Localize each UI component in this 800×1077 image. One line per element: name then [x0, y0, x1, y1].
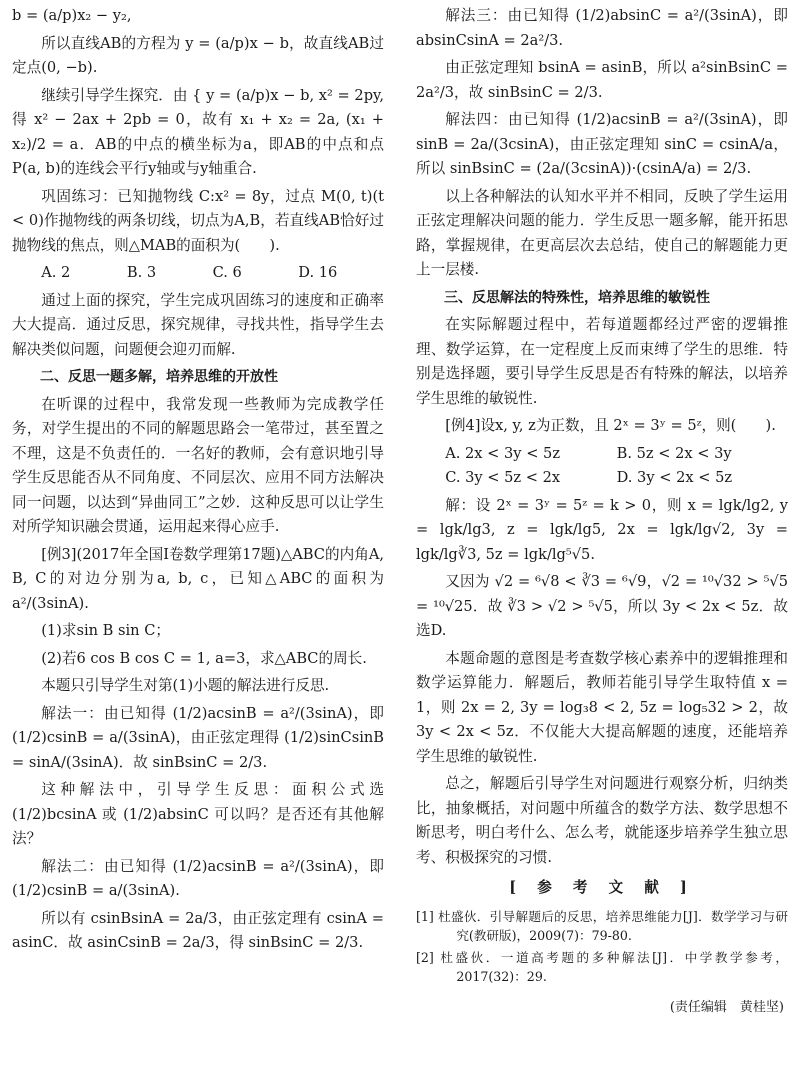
paragraph: [例4]设x, y, z为正数，且 2ˣ = 3ʸ = 5ᶻ，则( ). — [445, 417, 776, 434]
right-column — [416, 4, 788, 1020]
paragraph: [例3](2017年全国Ⅰ卷数学理第17题)△ABC的内角A, B, C的对边分别为a, b, c，已知△ABC的面积为 a²/(3sinA). — [12, 545, 384, 612]
answer-option: D. 3y < 2x < 5z — [616, 469, 733, 486]
paragraph: 本题命题的意图是考查数学核心素养中的逻辑推理和数学运算能力．解题后，教师若能引导学生取特值 x = 1，则 2x = 2, 3y = log₃8 < 2, 5z = log₅32 > 2，故 3y < 2x < 5z．不仅能大大提高解题的速度，还能培养学生思维的敏锐性. — [416, 649, 788, 765]
paragraph: 解法二：由已知得 (1/2)acsinB = a²/(3sinA)，即 (1/2)csinB = a/(3sinA). — [12, 857, 384, 899]
paragraph: 解法一：由已知得 (1/2)acsinB = a²/(3sinA)，即 (1/2)csinB = a/(3sinA)，由正弦定理得 (1/2)sinCsinB = sinA/(3sinA)．故 sinBsinC = 2/3. — [12, 704, 384, 771]
paragraph: 在听课的过程中，我常发现一些教师为完成教学任务，对学生提出的不同的解题思路会一笔带过，甚至置之不理，这是不负责任的．一名好的教师，会有意识地引导学生反思能否从不同角度、不同层次、应用不同方法解决同一问题，以达到“异曲同工”之妙．这种反思可以让学生对所学知识融会贯通，运用起来得心应手. — [12, 395, 384, 535]
left-column — [12, 4, 384, 959]
paragraph: 所以有 csinBsinA = 2a/3，由正弦定理有 csinA = asinC．故 asinCsinB = 2a/3，得 sinBsinC = 2/3. — [12, 909, 384, 951]
answer-option: C. 3y < 5z < 2x — [445, 469, 561, 486]
reference-item: [1] 杜盛伙．引导解题后的反思，培养思维能力[J]．数学学习与研究(教研版)，2009(7)：79-80. — [416, 908, 788, 943]
answer-options — [416, 442, 788, 491]
paragraph: 巩固练习：已知抛物线 C:x² = 8y，过点 M(0, t)(t < 0)作抛物线的两条切线，切点为A,B，若直线AB恰好过抛物线的焦点，则△MAB的面积为( ). — [12, 187, 384, 254]
paragraph: 所以直线AB的方程为 y = (a/p)x − b，故直线AB过定点(0, −b). — [12, 34, 384, 76]
paragraph: 以上各种解法的认知水平并不相同，反映了学生运用正弦定理解决问题的能力．学生反思一题多解，能开拓思路，掌握规律，在更高层次去总结，使自己的解题能力更上一层楼. — [416, 187, 788, 278]
answer-option: A. 2x < 3y < 5z — [445, 444, 561, 462]
answer-option: B. 5z < 2x < 3y — [616, 444, 732, 462]
paragraph: 解法四：由已知得 (1/2)acsinB = a²/(3sinA)，即 sinB = 2a/(3csinA)，由正弦定理知 sinC = csinA/a，所以 sinBsinC = (2a/(3csinA))·(csinA/a) = 2/3. — [416, 111, 788, 177]
right-column-body — [416, 4, 788, 870]
section-heading: 三、反思解法的特殊性，培养思维的敏锐性 — [444, 289, 710, 306]
answer-options — [12, 261, 384, 286]
section-heading: 二、反思一题多解，培养思维的开放性 — [40, 369, 278, 385]
paragraph: b = (a/p)x₂ − y₂, — [12, 7, 132, 24]
paragraph: (1)求sin B sin C； — [41, 622, 170, 639]
paragraph: 本题只引导学生对第(1)小题的解法进行反思. — [41, 677, 330, 694]
paragraph: 解：设 2ˣ = 3ʸ = 5ᶻ = k > 0，则 x = lgk/lg2, y = lgk/lg3, z = lgk/lg5, 2x = lgk/lg√2, 3y = lgk/lg∛3, 5z = lgk/lg⁵√5. — [416, 496, 788, 563]
reference-item: [2] 杜盛伙．一道高考题的多种解法[J]．中学教学参考，2017(32)：29. — [416, 949, 788, 984]
paragraph: 又因为 √2 = ⁶√8 < ∛3 = ⁶√9，√2 = ¹⁰√32 > ⁵√5 = ¹⁰√25．故 ∛3 > √2 > ⁵√5，所以 3y < 2x < 5z．故选D. — [416, 573, 788, 639]
paragraph: 总之，解题后引导学生对问题进行观察分析，归纳类比，抽象概括，对问题中所蕴含的数学方法、数学思想不断思考，明白考什么、怎么考，就能逐步培养学生独立思考、积极探究的习惯. — [416, 775, 788, 866]
paragraph: 在实际解题过程中，若每道题都经过严密的逻辑推理、数学运算，在一定程度上反而束缚了学生的思维．特别是选择题，要引导学生反思是否有特殊的解法，以培养学生思维的敏锐性. — [416, 316, 788, 407]
paragraph: 解法三：由已知得 (1/2)absinC = a²/(3sinA)，即 absinCsinA = 2a²/3. — [416, 7, 788, 49]
answer-option: D. 16 — [298, 264, 338, 281]
answer-option: A. 2 — [41, 264, 71, 281]
paragraph: (2)若6 cos B cos C = 1, a=3，求△ABC的周长. — [41, 649, 367, 667]
paragraph: 由正弦定理知 bsinA = asinB，所以 a²sinBsinC = 2a²/3，故 sinBsinC = 2/3. — [416, 59, 788, 101]
paragraph: 继续引导学生探究．由 { y = (a/p)x − b, x² = 2py, 得 x² − 2ax + 2pb = 0，故有 x₁ + x₂ = 2a, (x₁ + x₂)/2 = a．AB的中点的横坐标为a，即AB的中点和点P(a, b)的连线会平行y轴或与y轴重合. — [12, 86, 384, 177]
references-heading: [ 参 考 文 献 ] — [509, 879, 695, 896]
responsible-editor: (责任编辑 黄桂坚) — [669, 999, 784, 1015]
answer-option: B. 3 — [126, 264, 157, 281]
paragraph: 这种解法中，引导学生反思：面积公式选 (1/2)bcsinA 或 (1/2)absinC 可以吗？是否还有其他解法？ — [12, 781, 384, 847]
answer-option: C. 6 — [212, 264, 242, 281]
paragraph: 通过上面的探究，学生完成巩固练习的速度和正确率大大提高．通过反思，探究规律，寻找共性，指导学生去解决类似问题，问题便会迎刃而解. — [12, 291, 384, 358]
references-list — [416, 907, 788, 986]
